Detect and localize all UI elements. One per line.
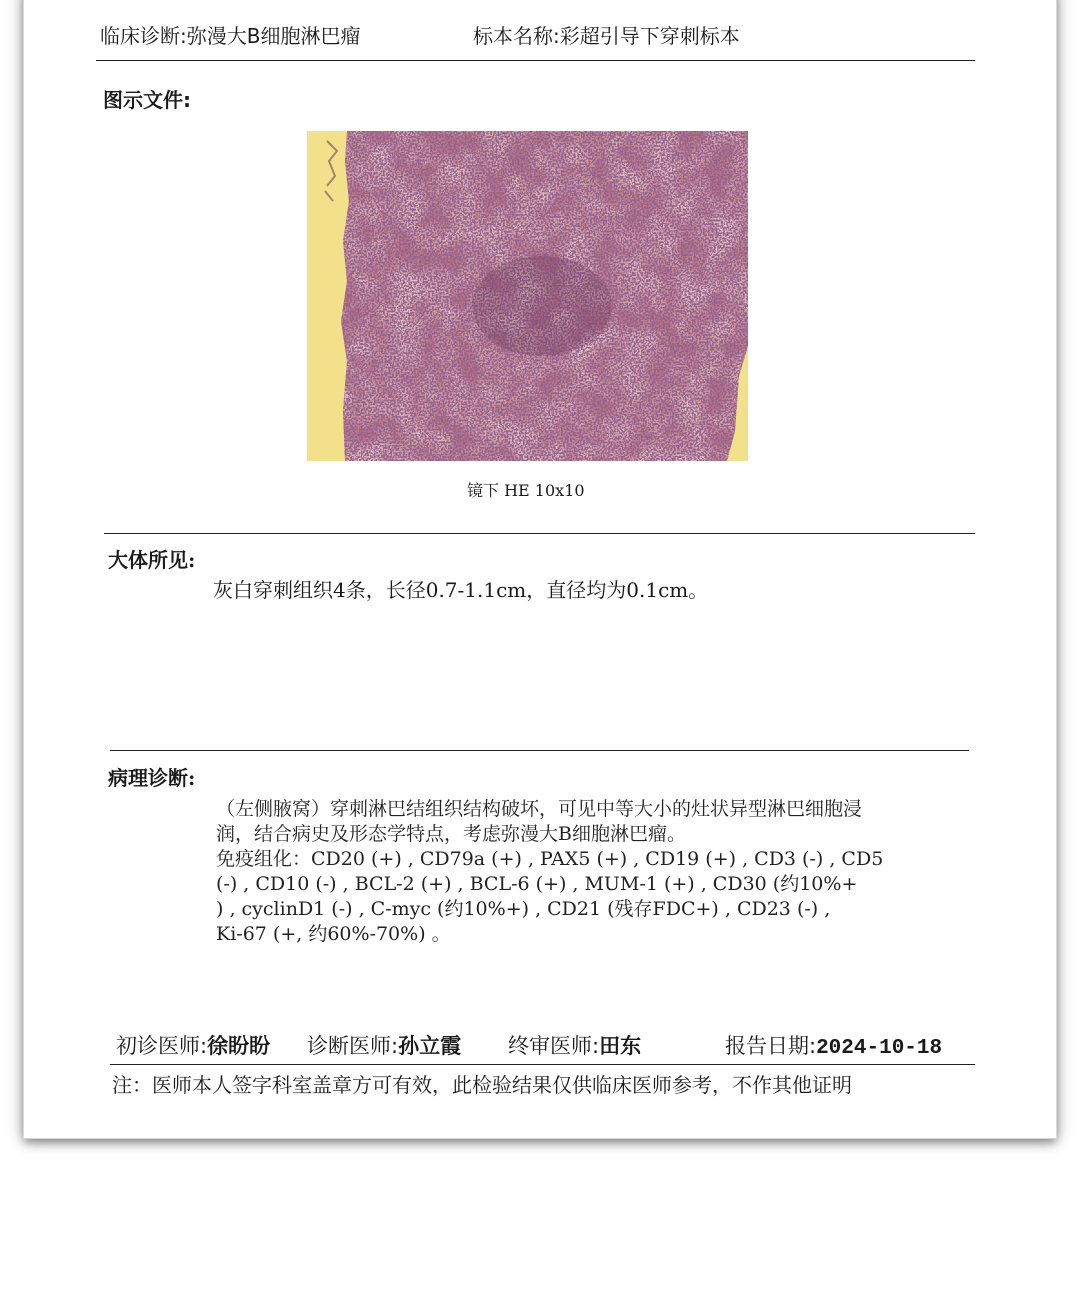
- pathology-line: 润，结合病史及形态学特点，考虑弥漫大B细胞淋巴瘤。: [216, 823, 686, 845]
- footer-note: 注：医师本人签字科室盖章方可有效，此检验结果仅供临床医师参考，不作其他证明: [112, 1073, 852, 1097]
- pathology-line: (-) , CD10 (-) , BCL-2 (+) , BCL-6 (+) , MUM-1 (+) , CD30 (约10%+: [216, 873, 858, 895]
- report-date: [725, 1030, 942, 1060]
- final-doctor-name: 田东: [599, 1034, 642, 1058]
- pathology-line: 免疫组化：CD20 (+) , CD79a (+) , PAX5 (+) , CD19 (+) , CD3 (-) , CD5: [216, 848, 884, 870]
- specimen-name: [473, 20, 740, 49]
- final-doctor: [508, 1030, 641, 1060]
- clinical-diagnosis-value: 弥漫大B细胞淋巴瘤: [186, 24, 361, 48]
- clinical-diagnosis: [100, 20, 360, 49]
- figure-caption: 镜下 HE 10x10: [467, 481, 585, 500]
- initial-doctor: [116, 1030, 270, 1060]
- divider-gross: [110, 750, 969, 751]
- diagnosing-doctor-name: 孙立霞: [398, 1034, 462, 1058]
- specimen-label: 标本名称:: [473, 24, 560, 48]
- pathology-section-title: 病理诊断:: [108, 766, 196, 790]
- divider-signature: [110, 1064, 975, 1065]
- divider-figure: [104, 533, 975, 534]
- figure-section-title: 图示文件:: [103, 88, 191, 112]
- pathology-line: Ki-67 (+, 约60%-70%) 。: [216, 923, 451, 945]
- gross-section-text: 灰白穿刺组织4条，长径0.7-1.1cm，直径均为0.1cm。: [213, 578, 709, 602]
- pathology-line: ) , cyclinD1 (-) , C-myc (约10%+) , CD21 (残存FDC+) , CD23 (-) ,: [216, 898, 831, 920]
- report-date-label: 报告日期:: [725, 1034, 817, 1058]
- pathology-line: （左侧腋窝）穿刺淋巴结组织结构破坏，可见中等大小的灶状异型淋巴细胞浸: [216, 798, 863, 820]
- clinical-diagnosis-label: 临床诊断:: [100, 24, 187, 48]
- gross-section-title: 大体所见:: [108, 548, 196, 572]
- initial-doctor-name: 徐盼盼: [207, 1034, 271, 1058]
- histology-image: [307, 131, 748, 461]
- diagnosing-doctor-label: 诊断医师:: [307, 1034, 399, 1058]
- initial-doctor-label: 初诊医师:: [116, 1034, 208, 1058]
- report-date-value: 2024-10-18: [816, 1037, 943, 1060]
- specimen-value: 彩超引导下穿刺标本: [559, 24, 740, 48]
- final-doctor-label: 终审医师:: [508, 1034, 600, 1058]
- pathology-text: [216, 797, 976, 947]
- diagnosing-doctor: [307, 1030, 461, 1060]
- divider-header: [96, 60, 975, 61]
